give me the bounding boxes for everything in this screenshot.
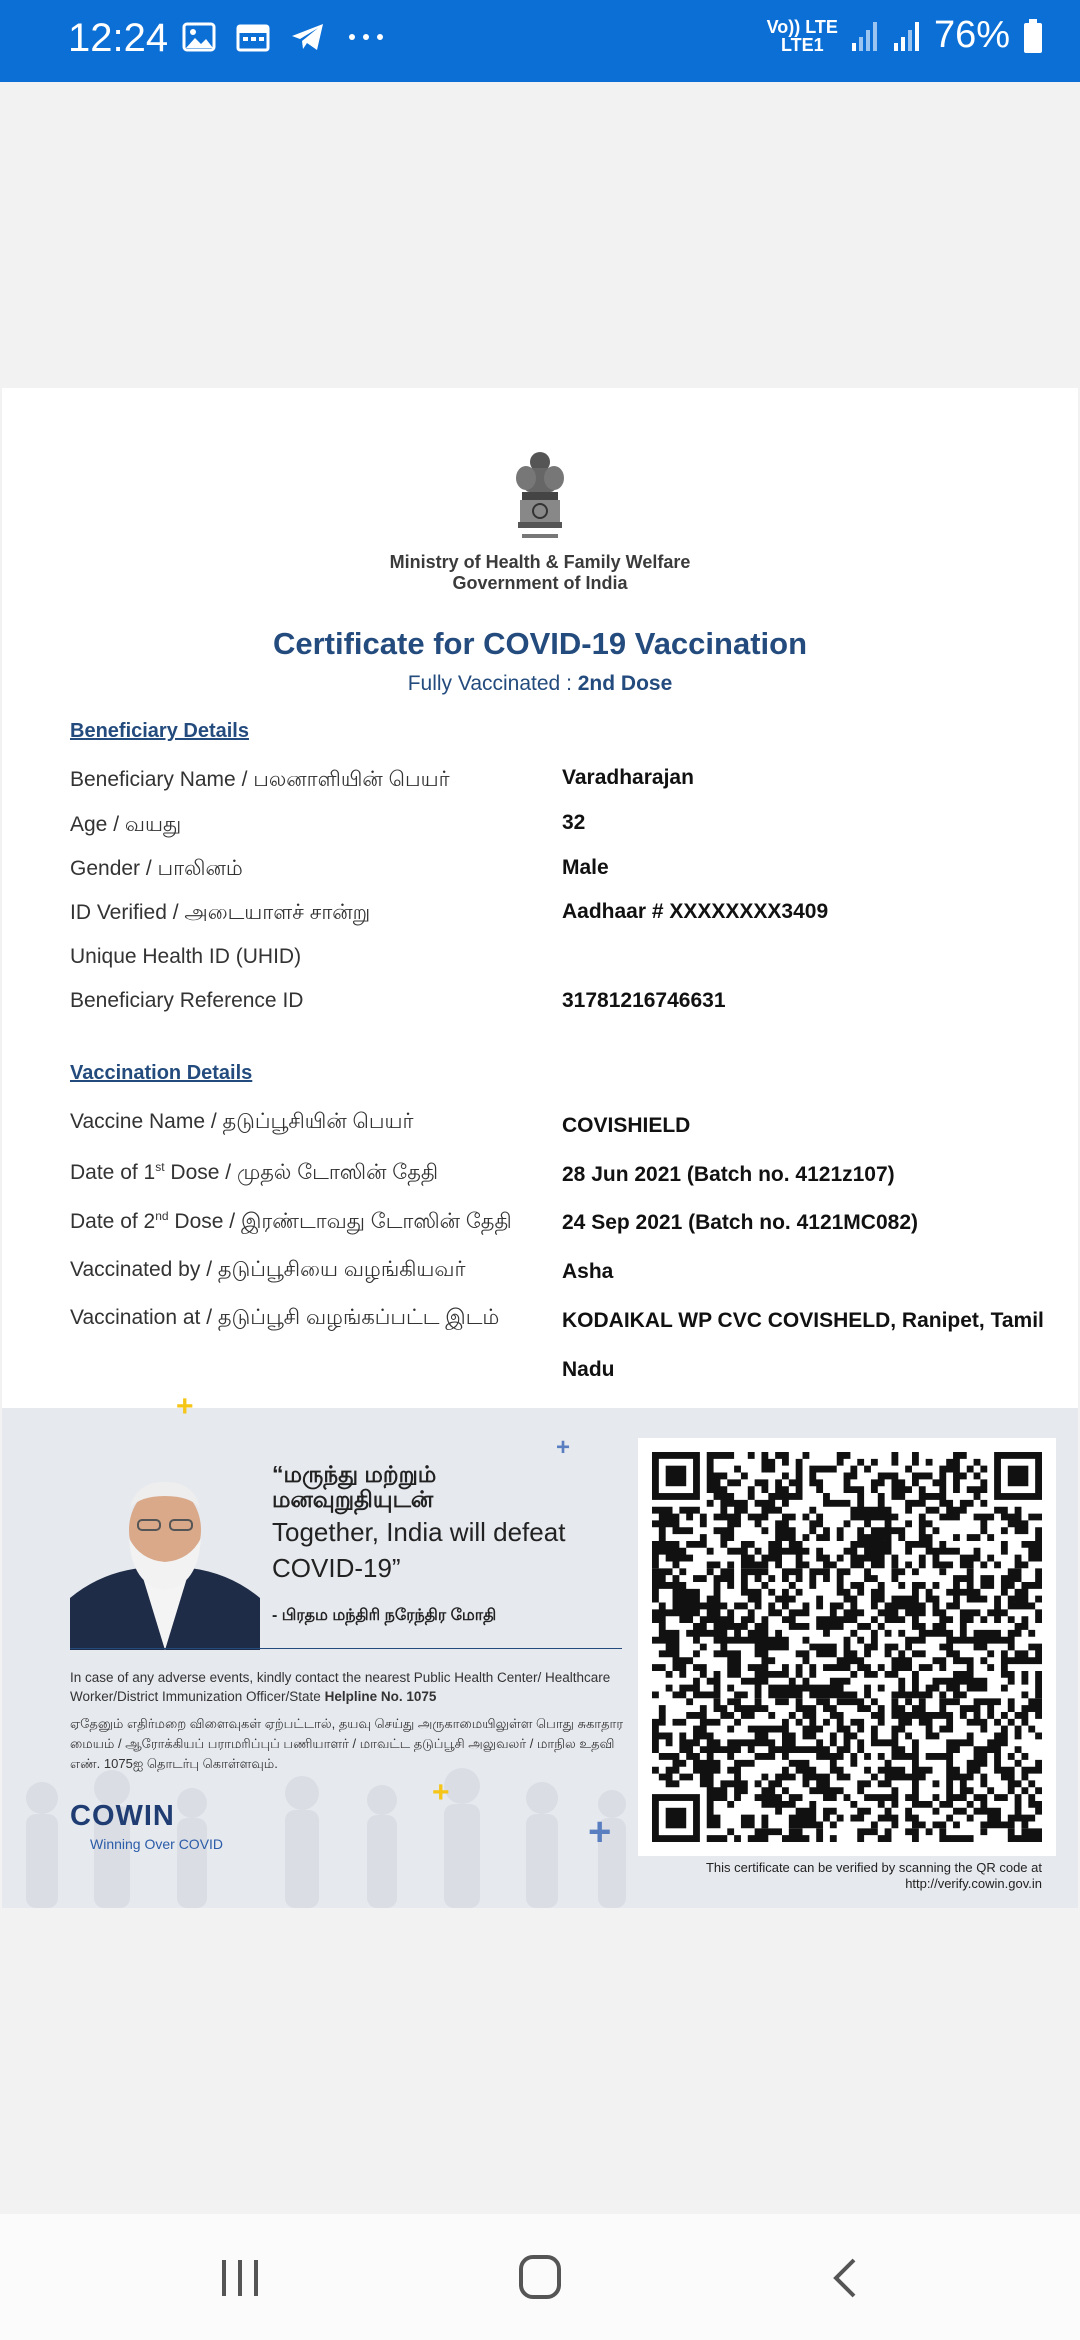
vaccinated-at-value-line1: KODAIKAL WP CVC COVISHELD, Ranipet, Tamil [562,1309,1044,1332]
id-verified-value: Aadhaar # XXXXXXXX3409 [562,900,829,923]
battery-icon [1022,18,1044,54]
decorative-plus-icon: + [176,1390,194,1423]
national-emblem-icon [508,448,572,548]
system-icons [767,14,1044,57]
vaccinated-by-value: Asha [562,1260,614,1283]
network-bottom-label: LTE1 [780,34,824,55]
dose2-label-b: Dose / இரண்டாவது டோஸின் தேதி [168,1210,512,1233]
ministry-line-1: Ministry of Health & Family Welfare [389,552,691,572]
ministry-name [0,552,1080,594]
vaccinated-at-value-line2: Nadu [562,1358,615,1381]
certificate-title: Certificate for COVID-19 Vaccination [272,626,808,661]
dose1-label [70,1160,438,1187]
helpline-number: Helpline No. 1075 [324,1689,437,1704]
network-type [767,18,838,54]
beneficiary-name-value: Varadharajan [562,766,694,789]
reference-id-label: Beneficiary Reference ID [70,989,304,1012]
verify-url: http://verify.cowin.gov.in [905,1876,1042,1891]
gallery-icon [182,22,216,52]
dose2-label [70,1209,512,1236]
beneficiary-name-label: Beneficiary Name / பலனாளியின் பெயர் [70,768,450,791]
adverse-english-text: In case of any adverse events, kindly contact the nearest Public Health Center/ Healthcare Worker/District Immunization Officer/State [70,1670,611,1704]
cowin-logo: COWIN [70,1800,175,1832]
qr-code-icon [638,1438,1056,1856]
prime-minister-photo [70,1468,260,1650]
decorative-plus-icon: + [556,1434,571,1461]
vaccine-name-label: Vaccine Name / தடுப்பூசியின் பெயர் [70,1110,414,1133]
decorative-plus-icon: + [588,1810,612,1854]
id-verified-label: ID Verified / அடையாளச் சான்று [70,901,371,924]
uhid-label: Unique Health ID (UHID) [70,945,302,968]
signal-2-icon [892,19,922,53]
notification-icons [182,22,386,52]
dose1-label-sup: st [155,1160,165,1174]
age-label: Age / வயது [70,813,182,836]
signal-icon [850,19,880,53]
quote-tamil-line-1: “மருந்து மற்றும் [272,1461,437,1487]
ministry-line-2: Government of India [452,573,628,593]
footer-divider [70,1648,622,1649]
calendar-icon [236,22,270,52]
status-bar [0,0,1080,82]
gender-value: Male [562,856,609,879]
home-button[interactable] [518,2254,562,2300]
qr-code [638,1438,1056,1856]
verify-notice [622,1860,1042,1892]
adverse-events-notice-tamil: ஏதேனும் எதிர்மறை விளைவுகள் ஏற்பட்டால், தயவு செய்து அருகாமையிலுள்ள பொது சுகாதார மையம் / ஆரோக்கியப் பராமரிப்புப் பணியாளர் / மாவட்ட தடுப்பூசி அலுவலர் / மாநில உதவி எண். 1075ஐ தொடர்பு கொள்ளவும். [70,1716,624,1771]
quote-tamil-line-2: மனவுறுதியுடன் [272,1486,434,1512]
dose1-value: 28 Jun 2021 (Batch no. 4121z107) [562,1163,895,1186]
quote-attribution: - பிரதம மந்திரி நரேந்திர மோதி [272,1607,497,1624]
back-button[interactable] [828,2256,862,2300]
decorative-plus-icon: + [432,1776,450,1809]
vaccination-heading: Vaccination Details [70,1062,253,1084]
more-notifications-icon [346,22,386,52]
subtitle-dose: 2nd Dose [577,672,673,695]
dose1-label-a: Date of 1 [70,1161,156,1184]
quote-tamil [272,1462,436,1512]
subtitle-prefix: Fully Vaccinated : [407,672,578,695]
battery-percent: 76% [933,14,1010,56]
adverse-events-notice [70,1668,630,1706]
status-time: 12:24 [68,16,169,60]
verify-line-1: This certificate can be verified by scanning the QR code at [705,1860,1042,1875]
dose2-value: 24 Sep 2021 (Batch no. 4121MC082) [562,1211,918,1234]
dose2-label-sup: nd [155,1209,169,1223]
vaccine-name-value: COVISHIELD [562,1114,691,1137]
telegram-icon [290,22,326,52]
reference-id-value: 31781216746631 [562,989,726,1012]
gender-label: Gender / பாலினம் [70,857,243,880]
quote-english: Together, India will defeat COVID-19” [272,1517,566,1583]
beneficiary-heading: Beneficiary Details [70,720,249,742]
dose2-label-a: Date of 2 [70,1210,156,1233]
navigation-bar [0,2214,1080,2340]
age-value: 32 [562,811,586,834]
dose1-label-b: Dose / முதல் டோஸின் தேதி [164,1161,439,1184]
network-top-label: Vo)) LTE [766,16,838,37]
recent-apps-button[interactable] [218,2258,262,2298]
vaccinated-at-label: Vaccination at / தடுப்பூசி வழங்கப்பட்ட இடம் [70,1306,500,1329]
cowin-tagline: Winning Over COVID [90,1836,224,1852]
vaccinated-by-label: Vaccinated by / தடுப்பூசியை வழங்கியவர் [70,1258,466,1281]
certificate-subtitle [0,672,1080,696]
